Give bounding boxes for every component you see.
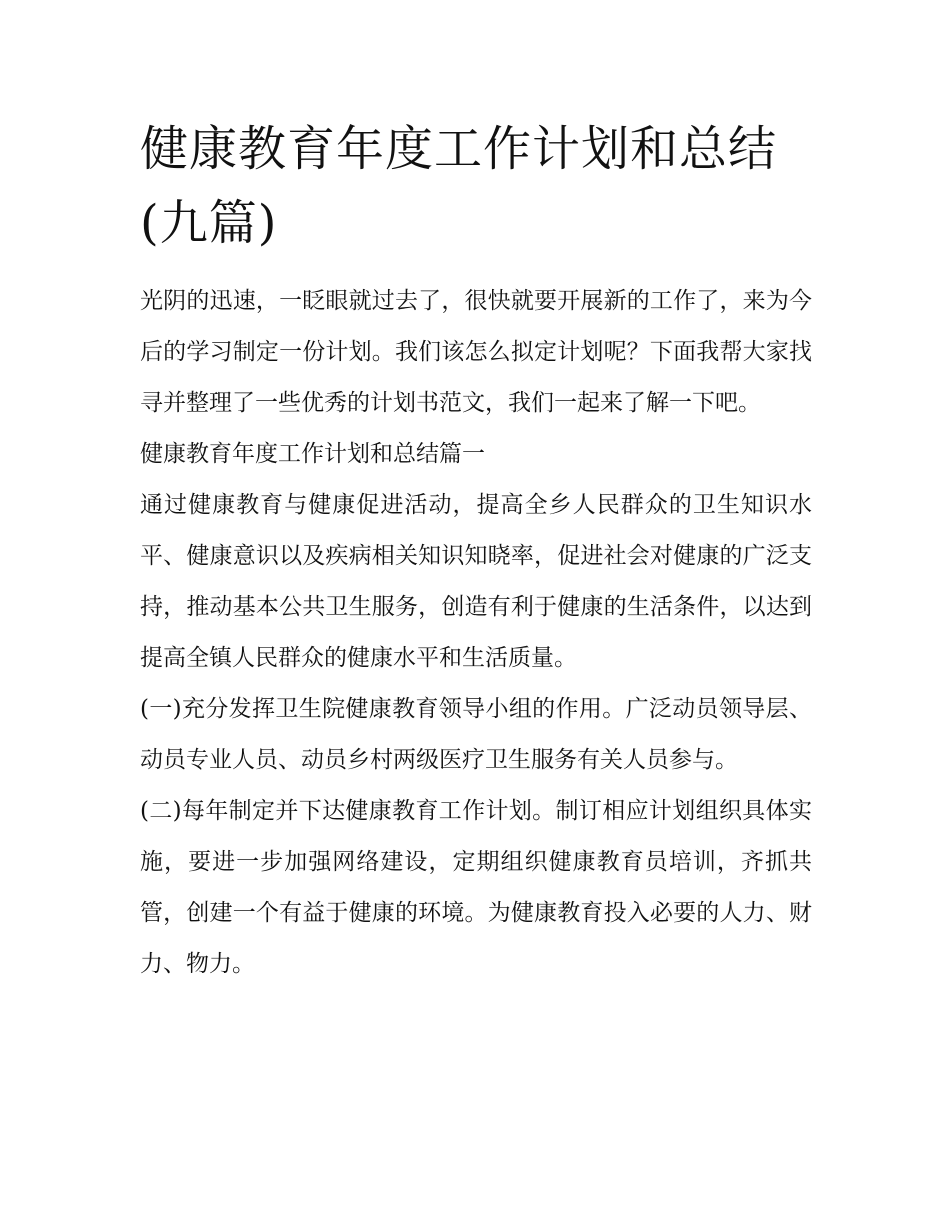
document-title: 健康教育年度工作计划和总结(九篇) [140,121,778,251]
intro-paragraph: 光阴的迅速，一眨眼就过去了，很快就要开展新的工作了，来为今后的学习制定一份计划。我们该怎么拟定计划呢？下面我帮大家找寻并整理了一些优秀的计划书范文，我们一起来了解一下吧。 [140,288,812,416]
document-body [140,276,812,990]
body-paragraph-1: 通过健康教育与健康促进活动，提高全乡人民群众的卫生知识水平、健康意识以及疾病相关知识知晓率，促进社会对健康的广泛支持，推动基本公共卫生服务，创造有利于健康的生活条件，以达到提高全镇人民群众的健康水平和生活质量。 [140,492,812,671]
body-paragraph-2: (一)充分发挥卫生院健康教育领导小组的作用。广泛动员领导层、动员专业人员、动员乡村两级医疗卫生服务有关人员参与。 [140,696,812,773]
body-paragraph-3: (二)每年制定并下达健康教育工作计划。制订相应计划组织具体实施，要进一步加强网络建设，定期组织健康教育员培训，齐抓共管，创建一个有益于健康的环境。为健康教育投入必要的人力、财力、物力。 [140,798,812,977]
section-heading: 健康教育年度工作计划和总结篇一 [140,441,485,467]
